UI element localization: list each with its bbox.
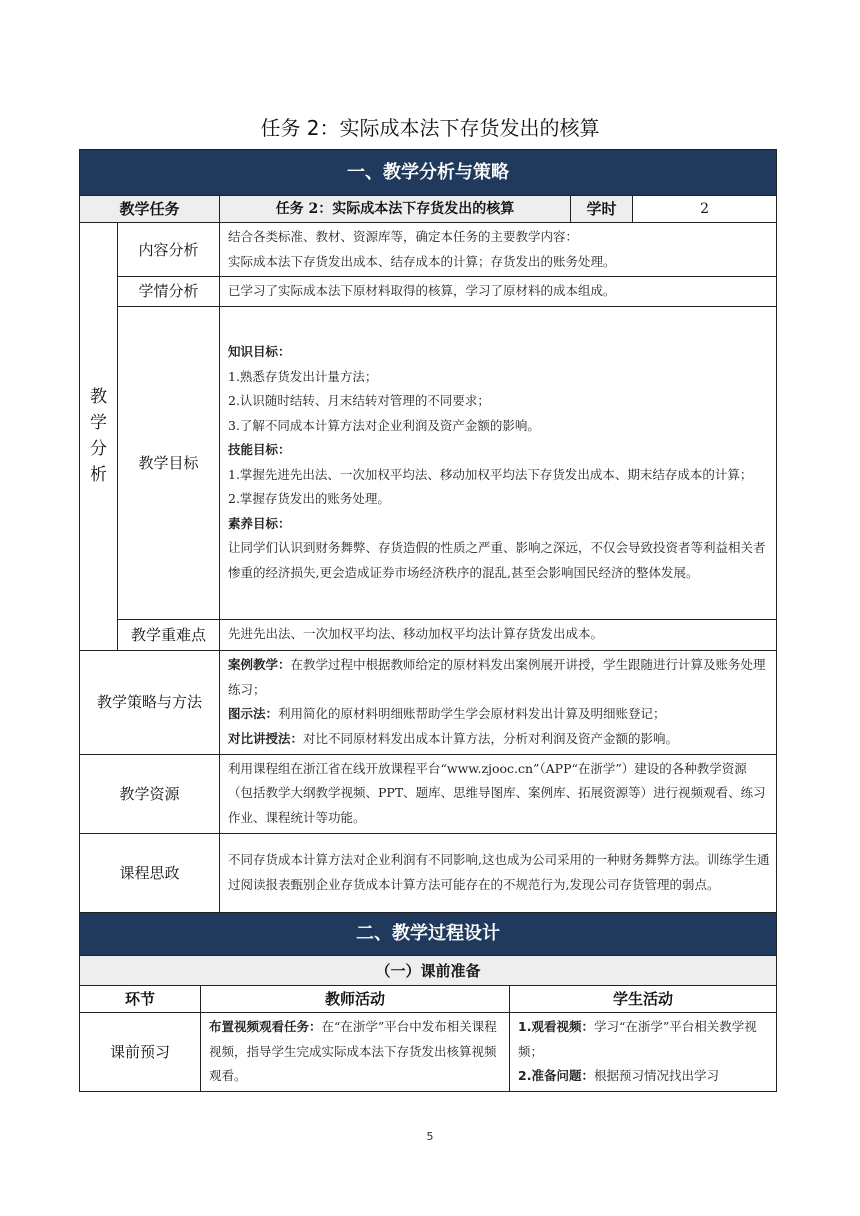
task-value: 任务 2：实际成本法下存货发出的核算	[220, 196, 571, 223]
pre-class-subheading: （一）课前准备	[80, 956, 777, 986]
strategy-label: 教学策略与方法	[80, 650, 220, 754]
col-header-student: 学生活动	[510, 986, 777, 1013]
col-header-teacher: 教师活动	[201, 986, 510, 1013]
page-number: 5	[426, 1130, 434, 1143]
teaching-process-table	[79, 912, 777, 1092]
skill-goals-title: 技能目标：	[228, 442, 291, 457]
teaching-goals-label: 教学目标	[118, 306, 220, 619]
knowledge-goals-title: 知识目标：	[228, 344, 291, 359]
page-title: 任务 2：实际成本法下存货发出的核算	[260, 116, 600, 140]
teacher-activity: 布置视频观看任务：在“在浙学”平台中发布相关课程视频，指导学生完成实际成本法下存货发出核算视频观看。	[201, 1013, 510, 1092]
content-analysis-text: 结合各类标准、教材、资源库等，确定本任务的主要教学内容： 实际成本法下存货发出成本、结存成本的计算；存货发出的账务处理。	[220, 223, 777, 277]
key-points-text: 先进先出法、一次加权平均法、移动加权平均法计算存货发出成本。	[220, 619, 777, 650]
hours-value: 2	[633, 196, 777, 223]
literacy-goals-title: 素养目标：	[228, 515, 291, 531]
section-2-banner: 二、教学过程设计	[80, 913, 777, 956]
ideology-label: 课程思政	[80, 833, 220, 912]
key-points-label: 教学重难点	[118, 619, 220, 650]
ideology-text: 不同存货成本计算方法对企业利润有不同影响,这也成为公司采用的一种财务舞弊方法。训练学生通过阅读报表甄别企业存货成本计算方法可能存在的不规范行为,发现公司存货管理的弱点。	[220, 833, 777, 912]
resources-label: 教学资源	[80, 754, 220, 833]
learner-analysis-text: 已学习了实际成本法下原材料取得的核算，学习了原材料的成本组成。	[220, 277, 777, 307]
student-activity: 1.观看视频：学习“在浙学”平台相关教学视频； 2.准备问题：根据预习情况找出学习	[510, 1013, 777, 1092]
section-1-banner: 一、教学分析与策略	[80, 150, 777, 196]
teaching-goals-text: 知识目标： 1.熟悉存货发出计量方法； 2.认识随时结转、月末结转对管理的不同要求； 3.了解不同成本计算方法对企业利润及资产金额的影响。 技能目标： 1.掌握先进先出法、一次加权平均法、移动加权平均法下存货发出成本、期末结存成本的计算； 2.掌握存货发出的账务处理。 素养目标： 让同学们认识到财务舞弊、存货造假的性质之严重、影响之深远，不仅会导致投资者等利益相关者惨重的经济损失,更会造成证券市场经济秩序的混乱,甚至会影响国民经济的整体发展。	[220, 306, 777, 619]
task-label: 教学任务	[80, 196, 220, 223]
analysis-group-label: 教 学 分 析	[80, 223, 118, 651]
content-analysis-label: 内容分析	[118, 223, 220, 277]
stage-preview: 课前预习	[80, 1013, 201, 1092]
col-header-stage: 环节	[80, 986, 201, 1013]
hours-label: 学时	[571, 196, 633, 223]
learner-analysis-label: 学情分析	[118, 277, 220, 307]
teaching-analysis-table	[79, 149, 777, 913]
resources-text: 利用课程组在浙江省在线开放课程平台“www.zjooc.cn”（APP“在浙学”）建设的各种教学资源（包括教学大纲教学视频、PPT、题库、思维导图库、案例库、拓展资源等）进行视频观看、练习作业、课程统计等功能。	[220, 754, 777, 833]
strategy-text: 案例教学：在教学过程中根据教师给定的原材料发出案例展开讲授，学生跟随进行计算及账务处理练习； 图示法：利用简化的原材料明细账帮助学生学会原材料发出计算及明细账登记； 对比讲授法：对比不同原材料发出成本计算方法，分析对利润及资产金额的影响。	[220, 650, 777, 754]
